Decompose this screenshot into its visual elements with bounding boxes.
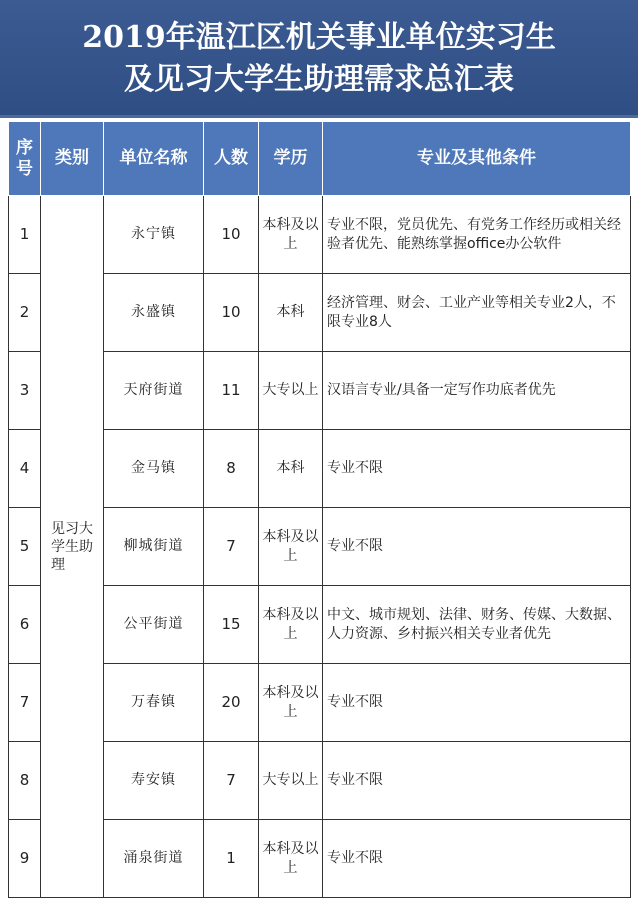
row-unit: 金马镇 [104, 430, 204, 508]
row-education: 本科及以上 [259, 586, 323, 664]
row-unit: 涌泉街道 [104, 820, 204, 898]
row-seq: 3 [9, 352, 41, 430]
row-conditions: 经济管理、财会、工业产业等相关专业2人，不限专业8人 [323, 274, 631, 352]
row-count: 11 [204, 352, 259, 430]
row-count: 10 [204, 196, 259, 274]
row-education: 本科及以上 [259, 820, 323, 898]
row-conditions: 专业不限 [323, 742, 631, 820]
page-title [0, 0, 638, 118]
row-count: 1 [204, 820, 259, 898]
row-education: 本科及以上 [259, 664, 323, 742]
row-education: 本科及以上 [259, 196, 323, 274]
row-conditions: 专业不限 [323, 664, 631, 742]
row-count: 10 [204, 274, 259, 352]
row-education: 本科 [259, 274, 323, 352]
row-education: 大专以上 [259, 742, 323, 820]
row-education: 本科及以上 [259, 508, 323, 586]
header-category: 类别 [41, 122, 104, 196]
row-unit: 永盛镇 [104, 274, 204, 352]
table-row [9, 196, 631, 274]
row-conditions: 专业不限 [323, 430, 631, 508]
row-conditions: 专业不限 [323, 508, 631, 586]
title-line-2: 及见习大学生助理需求总汇表 [124, 62, 514, 97]
row-seq: 9 [9, 820, 41, 898]
row-unit: 万春镇 [104, 664, 204, 742]
row-count: 7 [204, 742, 259, 820]
header-education: 学历 [259, 122, 323, 196]
row-conditions: 汉语言专业/具备一定写作功底者优先 [323, 352, 631, 430]
header-count: 人数 [204, 122, 259, 196]
row-education: 本科 [259, 430, 323, 508]
row-count: 20 [204, 664, 259, 742]
row-seq: 6 [9, 586, 41, 664]
row-seq: 8 [9, 742, 41, 820]
row-conditions: 专业不限 [323, 820, 631, 898]
table-header-row [9, 122, 631, 196]
row-unit: 永宁镇 [104, 196, 204, 274]
row-seq: 5 [9, 508, 41, 586]
row-conditions: 专业不限，党员优先、有党务工作经历或相关经验者优先、能熟练掌握office办公软件 [323, 196, 631, 274]
row-unit: 柳城街道 [104, 508, 204, 586]
header-seq: 序号 [9, 122, 41, 196]
row-count: 7 [204, 508, 259, 586]
demand-table [8, 121, 631, 898]
category-cell: 见习大学生助理 [41, 196, 104, 898]
title-line-1: 2019年温江区机关事业单位实习生 [82, 20, 556, 55]
header-conditions: 专业及其他条件 [323, 122, 631, 196]
header-unit: 单位名称 [104, 122, 204, 196]
row-seq: 2 [9, 274, 41, 352]
row-unit: 天府街道 [104, 352, 204, 430]
row-seq: 4 [9, 430, 41, 508]
row-seq: 1 [9, 196, 41, 274]
row-seq: 7 [9, 664, 41, 742]
row-count: 15 [204, 586, 259, 664]
row-unit: 公平街道 [104, 586, 204, 664]
table-body [9, 196, 631, 898]
row-conditions: 中文、城市规划、法律、财务、传媒、大数据、人力资源、乡村振兴相关专业者优先 [323, 586, 631, 664]
row-education: 大专以上 [259, 352, 323, 430]
row-unit: 寿安镇 [104, 742, 204, 820]
row-count: 8 [204, 430, 259, 508]
